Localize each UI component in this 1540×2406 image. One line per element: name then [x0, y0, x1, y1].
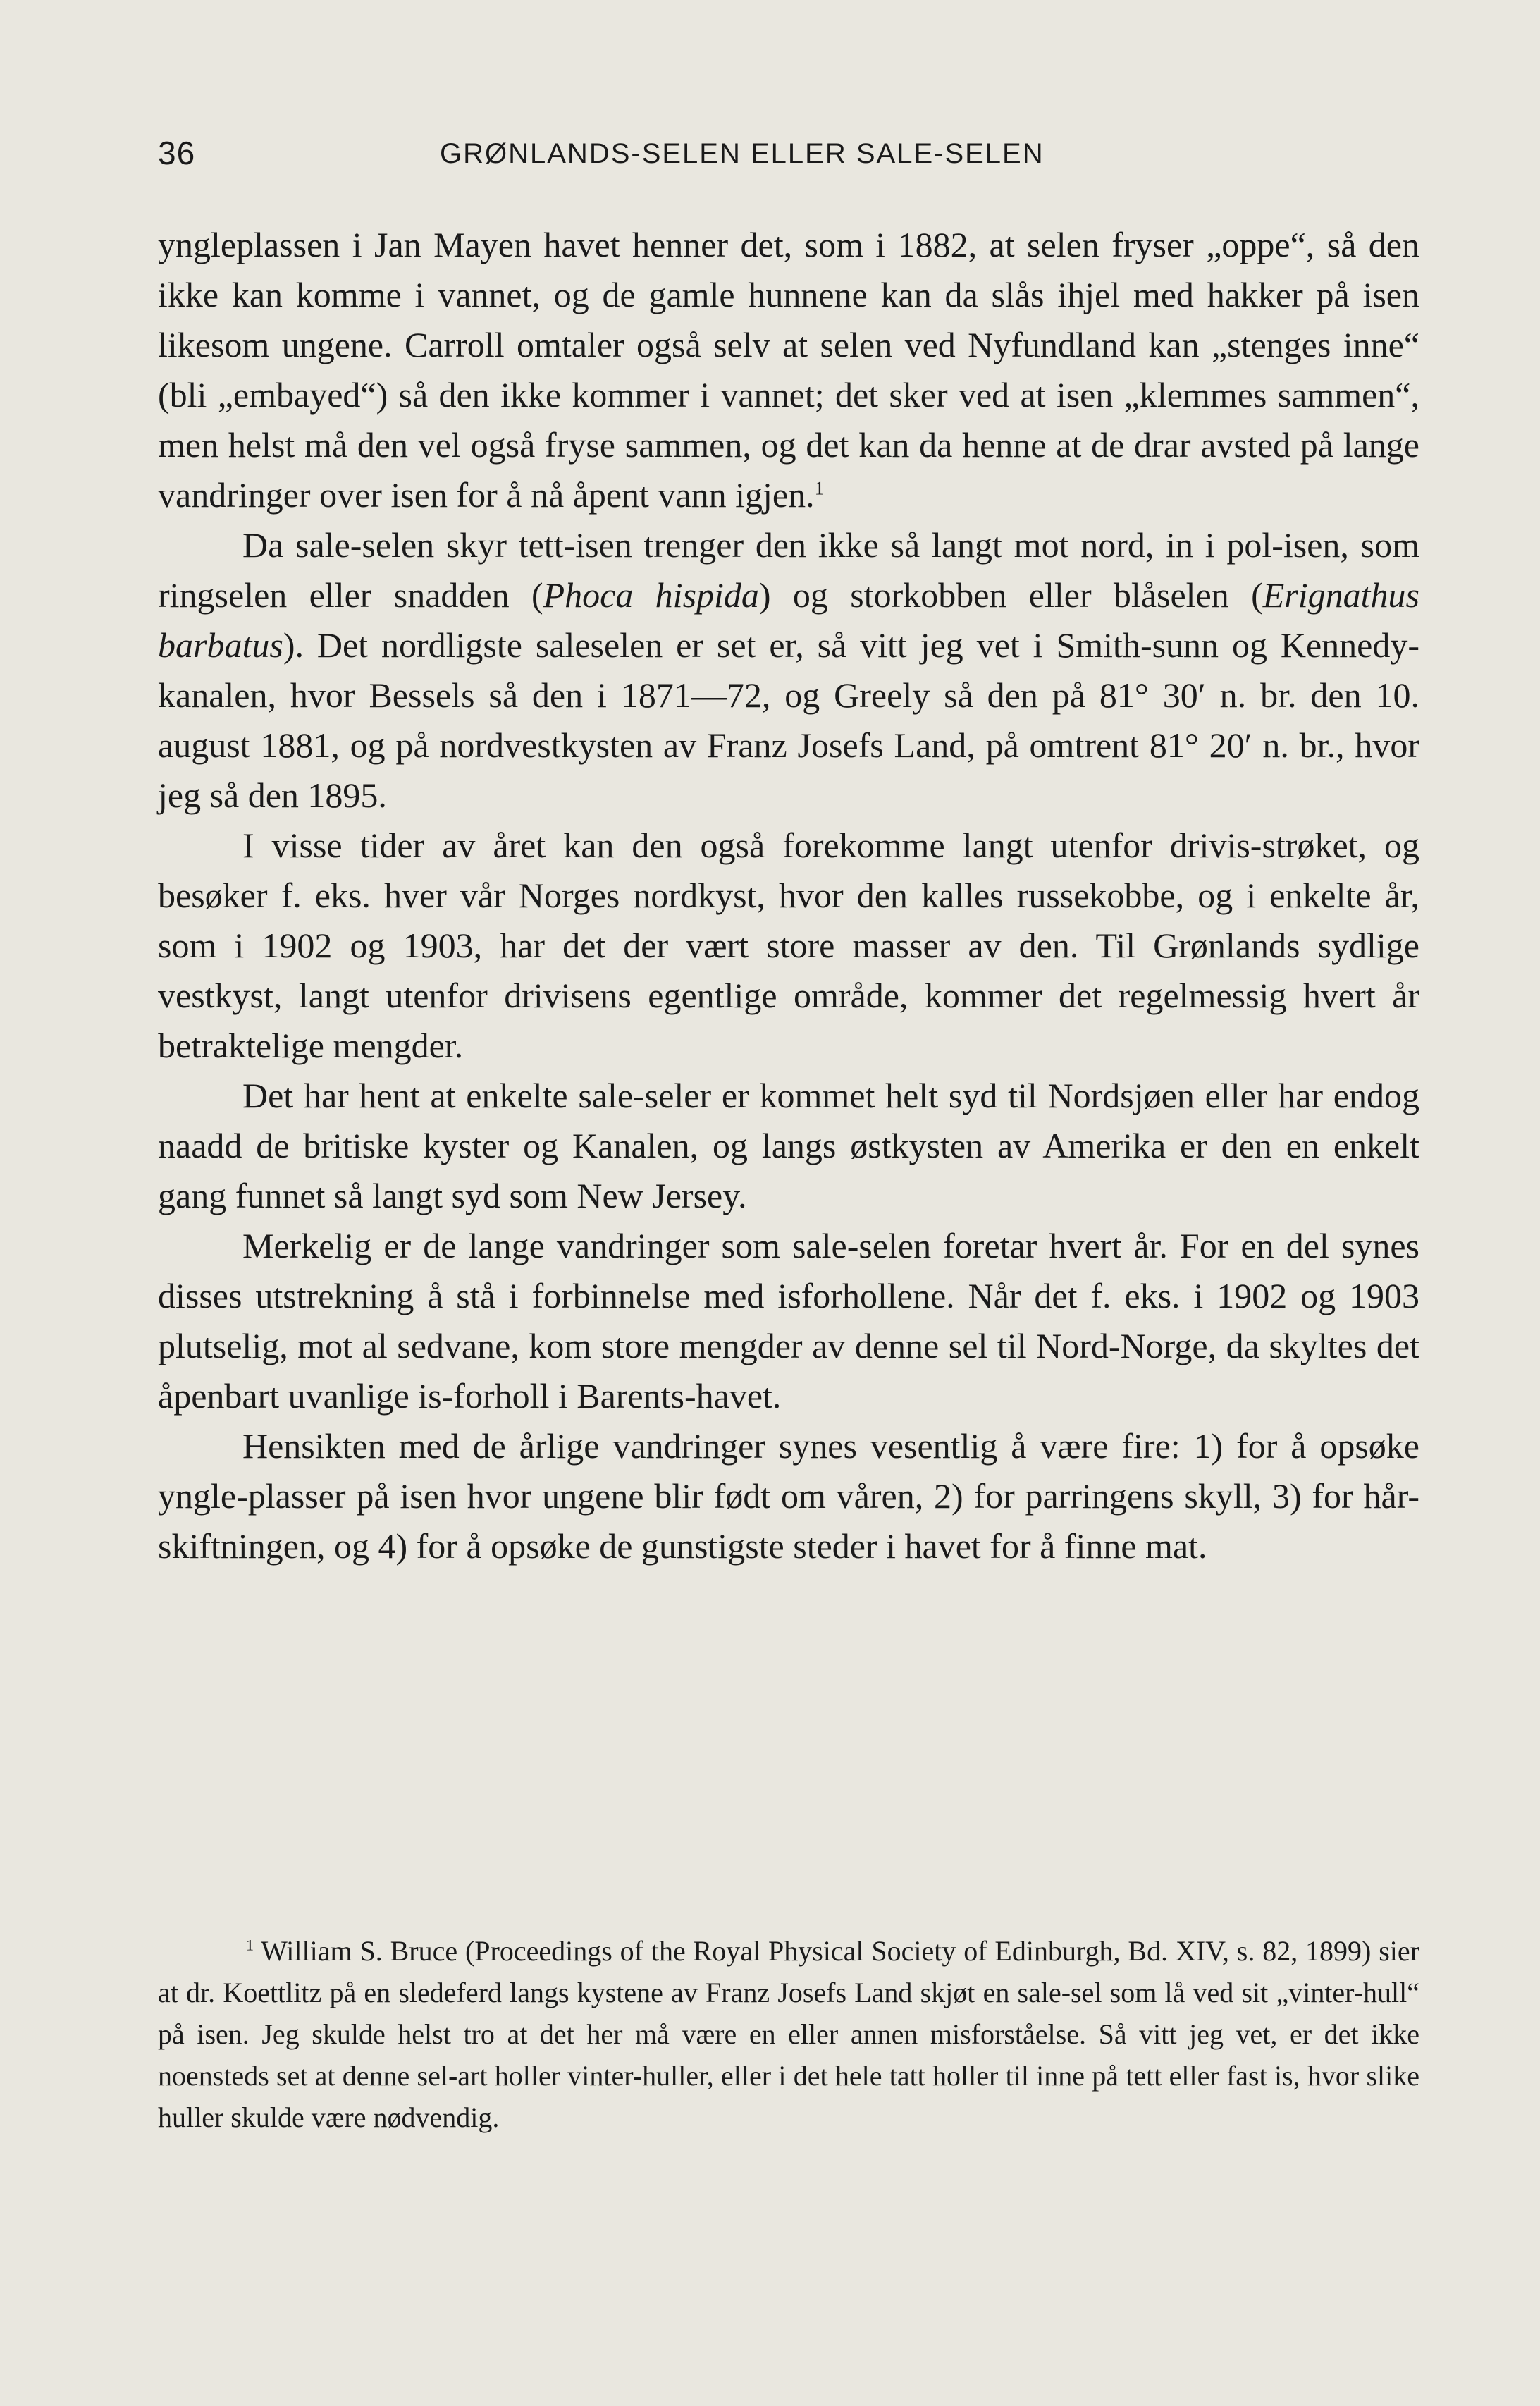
paragraph-4: Det har hent at enkelte sale-seler er kommet helt syd til Nordsjøen eller har endog naadd de britiske kyster og Kanalen, og langs østkysten av Amerika er den en enkelt gang funnet så langt syd som New Jersey.	[158, 1076, 1419, 1215]
body-text	[158, 220, 1419, 1571]
footnote-reference: 1	[814, 477, 825, 499]
paragraph-2-text-b: ) og storkobben eller blåselen (	[758, 575, 1263, 615]
species-name-erignathus-barbatus: Erignathus barbatus	[158, 575, 1419, 665]
paragraph-2-text-a: Da sale-selen skyr tett-isen trenger den ikke så langt mot nord, in i pol-isen, som ringselen eller snadden (	[158, 525, 1419, 615]
paragraph-6: Hensikten med de årlige vandringer synes vesentlig å være fire: 1) for å opsøke yngle-plasser på isen hvor ungene blir født om våren, 2) for parringens skyll, 3) for hår-skiftningen, og 4) for å opsøke de gunstigste steder i havet for å finne mat.	[158, 1426, 1419, 1566]
footnote-marker: 1	[246, 1936, 254, 1954]
footnote-text: William S. Bruce (Proceedings of the Royal Physical Society of Edinburgh, Bd. XIV, s. 82, 1899) sier at dr. Koettlitz på en sledeferd langs kystene av Franz Josefs Land skjøt en sale-sel som lå ved sit „vinter-hull“ på isen. Jeg skulde helst tro at det her må være en eller annen misforståelse. Så vitt jeg vet, er det ikke noensteds set at denne sel-art holler vinter-huller, eller i det hele tatt holler til inne på tett eller fast is, hvor slike huller skulde være nødvendig.	[158, 1935, 1419, 2133]
paragraph-3: I visse tider av året kan den også forekomme langt utenfor drivis-strøket, og besøker f. eks. hver vår Norges nordkyst, hvor den kalles russekobbe, og i enkelte år, som i 1902 og 1903, har det der vært store masser av den. Til Grønlands sydlige vestkyst, langt utenfor drivisens egentlige område, kommer det regelmessig hvert år betraktelige mengder.	[158, 825, 1419, 1065]
paragraph-5: Merkelig er de lange vandringer som sale-selen foretar hvert år. For en del synes disses utstrekning å stå i forbinnelse med isforhollene. Når det f. eks. i 1902 og 1903 plutselig, mot al sedvane, kom store mengder av denne sel til Nord-Norge, da skyltes det åpenbart uvanlige is-forholl i Barents-havet.	[158, 1226, 1419, 1416]
footnote-1	[158, 1930, 1419, 2138]
paragraph-2	[158, 520, 1419, 821]
page-header	[158, 134, 1419, 183]
paragraph-1-text: yngleplassen i Jan Mayen havet henner det, som i 1882, at selen fryser „oppe“, så den ikke kan komme i vannet, og de gamle hunnene kan da slås ihjel med hakker på isen likesom ungene. Carroll omtaler også selv at selen ved Nyfundland kan „stenges inne“ (bli „embayed“) så den ikke kommer i vannet; det sker ved at isen „klemmes sammen“, men helst må den vel også fryse sammen, og det kan da henne at de drar avsted på lange vandringer over isen for å nå åpent vann igjen.	[158, 225, 1419, 515]
paragraph-2-text-c: ). Det nordligste saleselen er set er, så vitt jeg vet i Smith-sunn og Kennedy-kanalen, hvor Bessels så den i 1871—72, og Greely så den på 81° 30′ n. br. den 10. august 1881, og på nordvestkysten av Franz Josefs Land, på omtrent 81° 20′ n. br., hvor jeg så den 1895.	[158, 625, 1419, 815]
footnotes	[158, 1930, 1419, 2138]
species-name-phoca-hispida: Phoca hispida	[543, 575, 759, 615]
page-number: 36	[158, 135, 196, 171]
running-title: GRØNLANDS-SELEN ELLER SALE-SELEN	[440, 138, 1045, 169]
paragraph-1	[158, 220, 1419, 520]
